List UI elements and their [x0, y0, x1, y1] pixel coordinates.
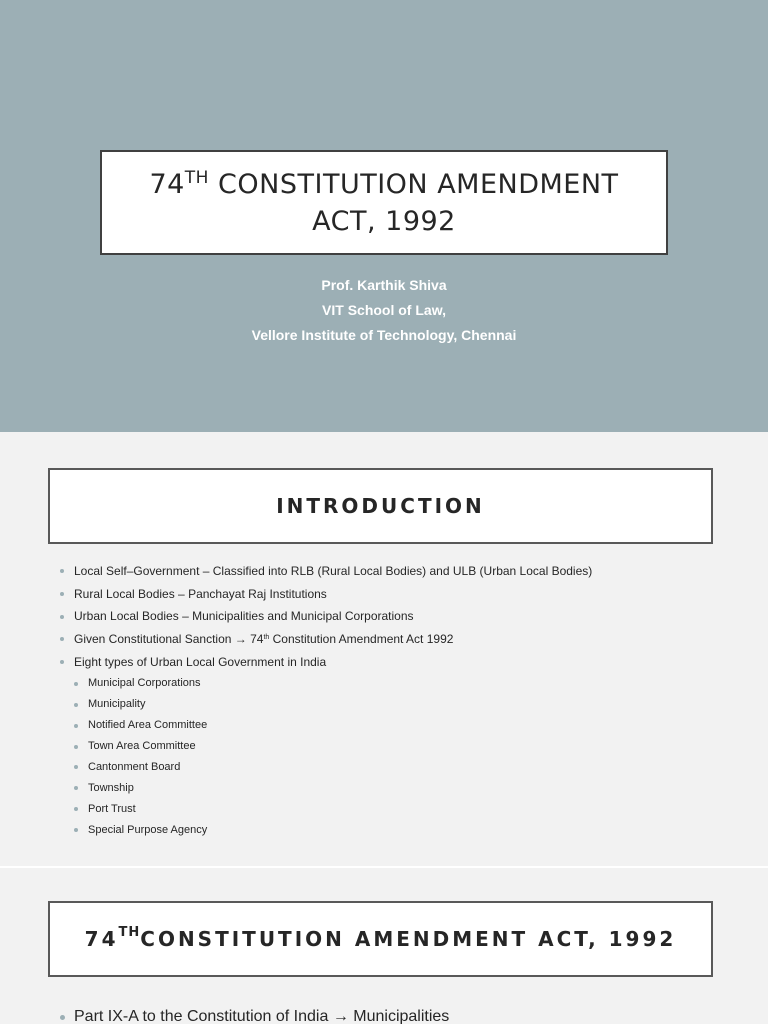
slide-title-line1: 74TH CONSTITUTION AMENDMENT [149, 167, 619, 200]
sub-list-item: Municipality [58, 694, 592, 715]
bullet-icon [60, 615, 64, 619]
bullet-icon [74, 828, 78, 832]
slide-heading: 74 $^{TH}$ CONSTITUTION AMENDMENT ACT, 1992 [48, 901, 713, 977]
list-item: Eight types of Urban Local Government in India [58, 651, 592, 674]
bullet-icon [74, 807, 78, 811]
bullet-icon [60, 569, 64, 573]
sub-list-item: Municipal Corporations [58, 673, 592, 694]
bullet-icon [60, 660, 64, 664]
bullet-icon [74, 703, 78, 707]
author-name: Prof. Karthik Shiva [321, 277, 447, 293]
bullet-icon [60, 592, 64, 596]
act-overview-slide [0, 868, 768, 1024]
slide-title-line2: ACT, 1992 [312, 205, 456, 237]
sub-list-item: Special Purpose Agency [58, 820, 592, 841]
introduction-slide [0, 432, 768, 866]
bullet-icon [74, 724, 78, 728]
bullet-icon [74, 682, 78, 686]
list-item: Rural Local Bodies – Panchayat Raj Institutions [58, 583, 592, 606]
author-institute: Vellore Institute of Technology, Chennai [251, 327, 517, 343]
sub-list-item: Notified Area Committee [58, 715, 592, 736]
bullet-list [58, 560, 592, 841]
list-item: Given Constitutional Sanction → 74th Constitution Amendment Act 1992 [58, 628, 592, 651]
sub-list-item: Port Trust [58, 799, 592, 820]
title-slide [0, 0, 768, 432]
title-box [100, 150, 668, 255]
bullet-icon [74, 745, 78, 749]
sub-list-item: Cantonment Board [58, 757, 592, 778]
bullet-icon [74, 786, 78, 790]
slide-heading: INTRODUCTION [48, 468, 713, 544]
sub-list-item: Town Area Committee [58, 736, 592, 757]
sub-list-item: Township [58, 778, 592, 799]
bullet-icon [60, 637, 64, 641]
author-school: VIT School of Law, [322, 302, 446, 318]
list-item: Urban Local Bodies – Municipalities and Municipal Corporations [58, 605, 592, 628]
bullet-icon [74, 765, 78, 769]
bullet-icon [60, 1015, 65, 1020]
list-item: Local Self–Government – Classified into RLB (Rural Local Bodies) and ULB (Urban Local Bodies) [58, 560, 592, 583]
list-item: Part IX-A to the Constitution of India → Municipalities [58, 1005, 449, 1024]
bullet-list [58, 1005, 449, 1024]
